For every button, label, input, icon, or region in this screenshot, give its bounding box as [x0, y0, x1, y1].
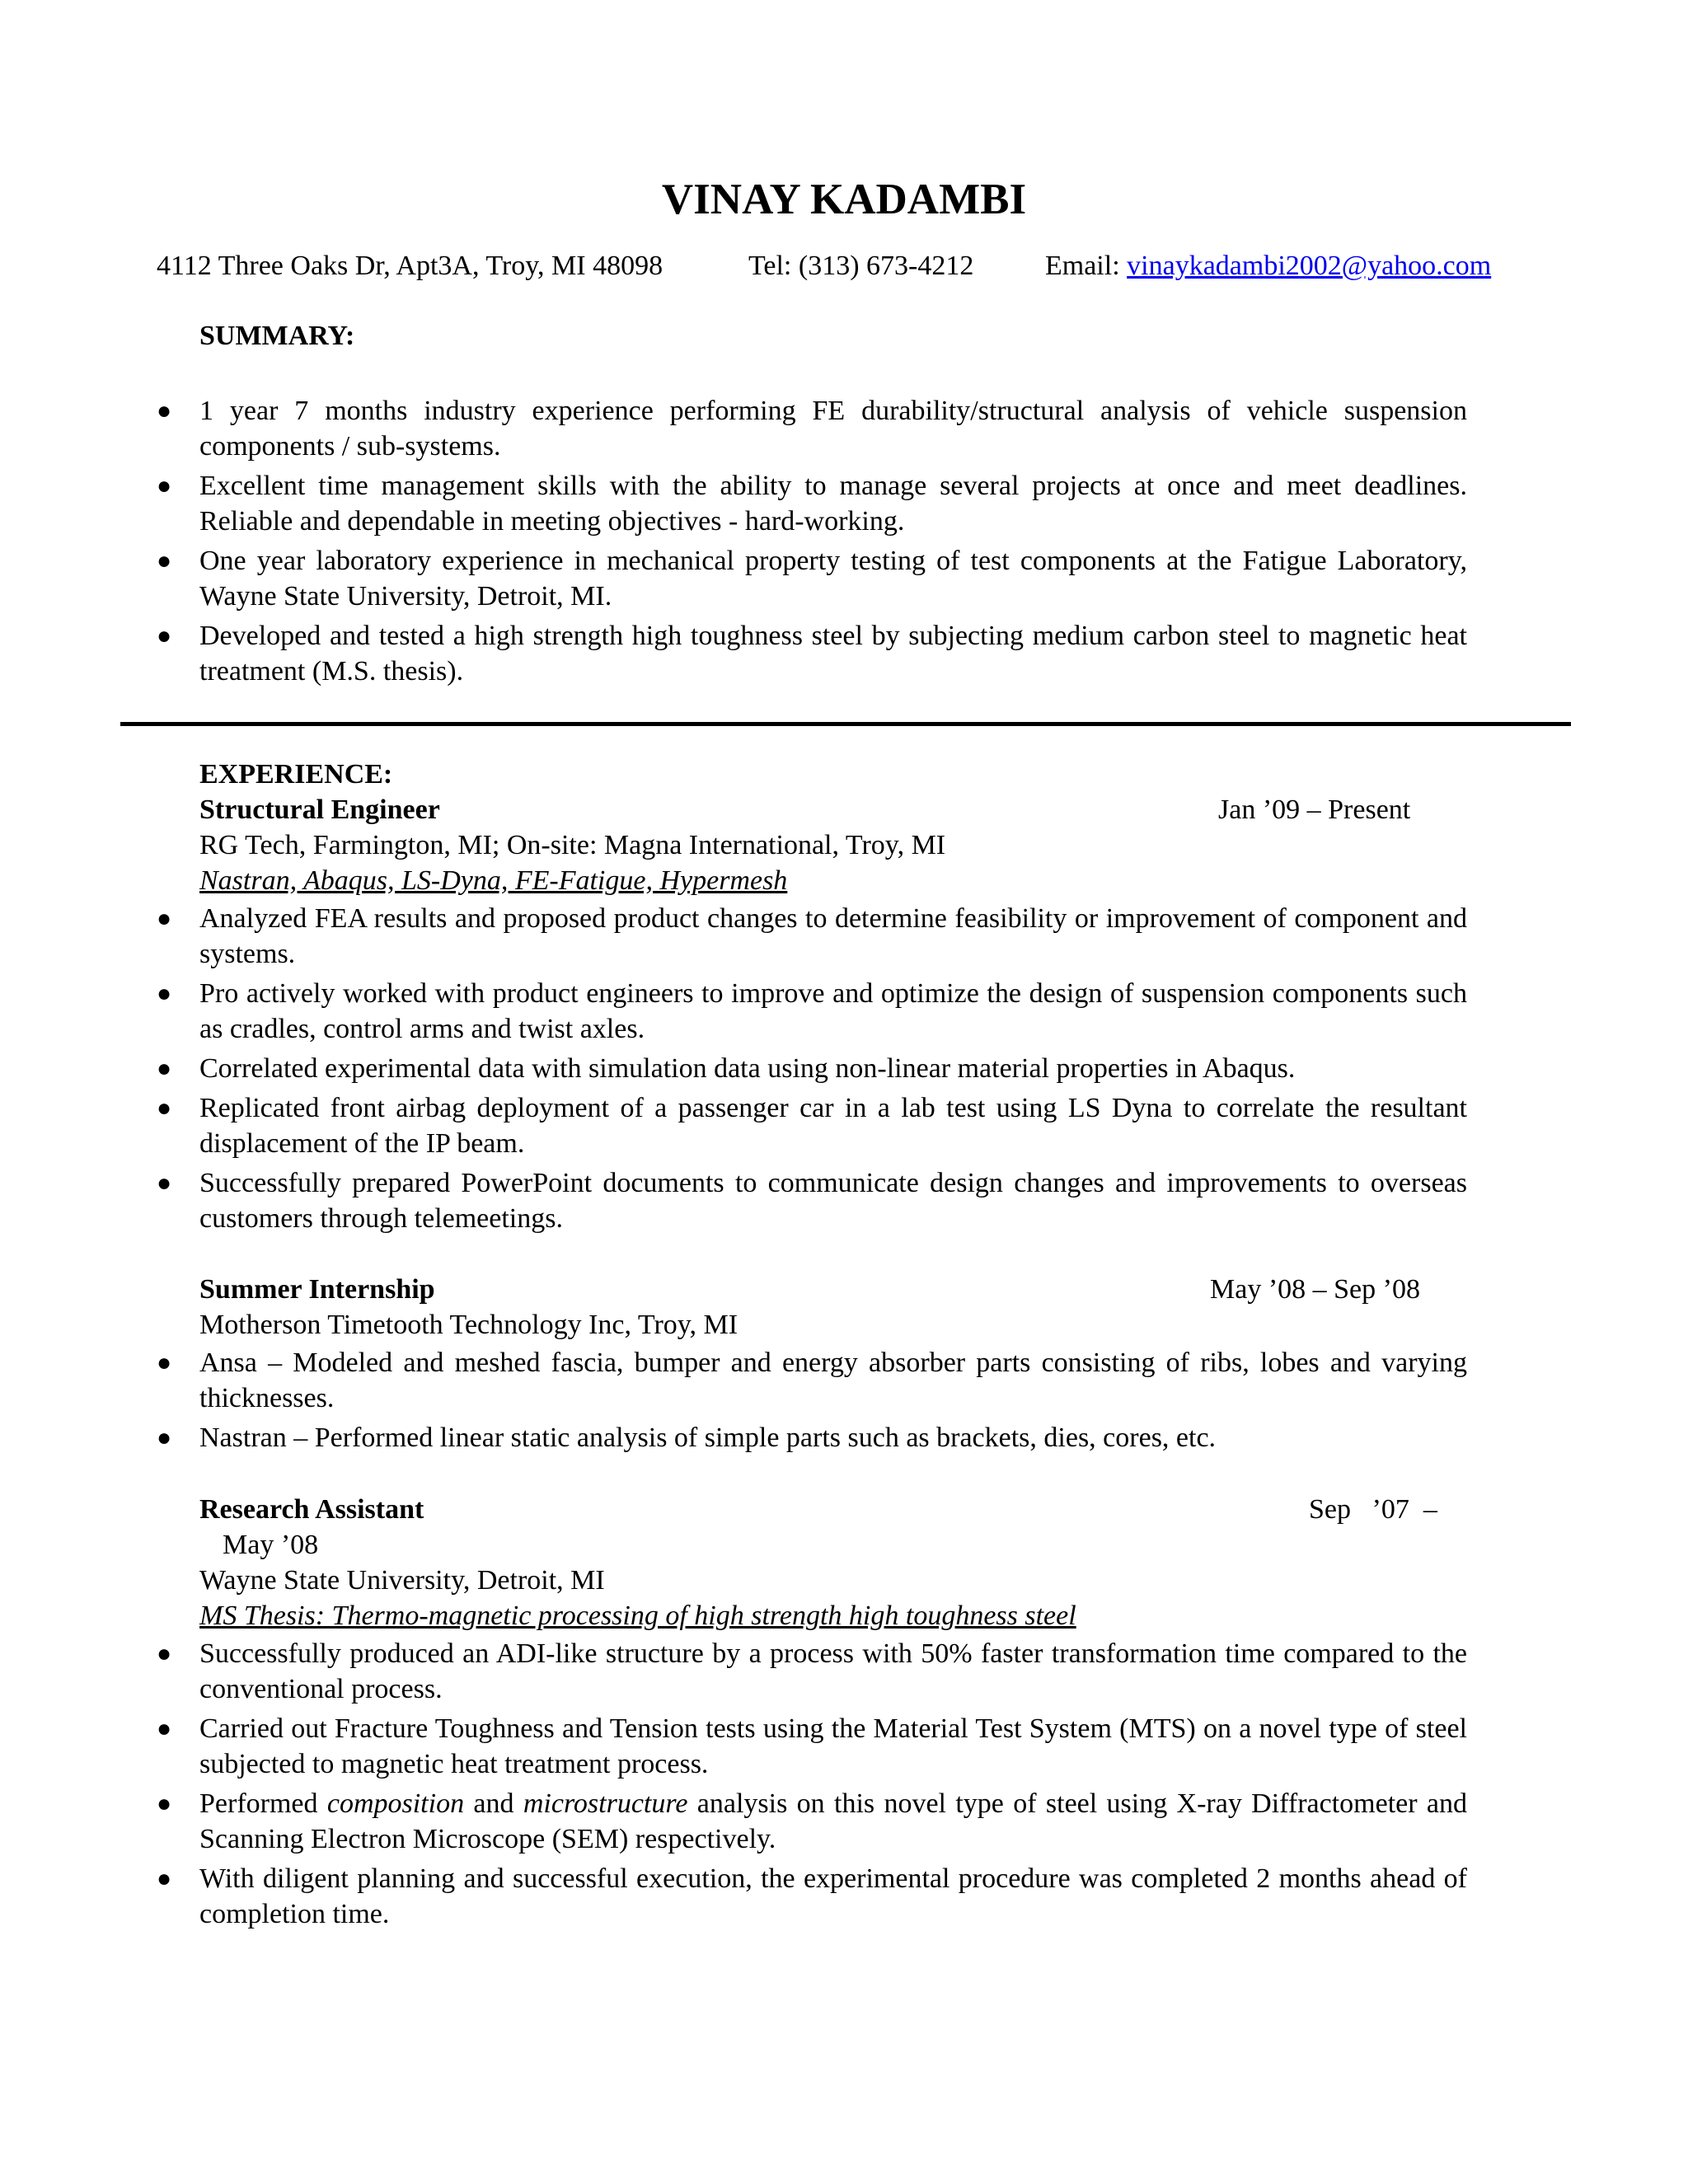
summary-list — [157, 393, 1467, 689]
list-item: ● Successfully prepared PowerPoint documents to communicate design changes and improvements to overseas customers through telemeetings. — [199, 1165, 1467, 1236]
job-bullets — [157, 1636, 1467, 1932]
bullet-icon: ● — [157, 1349, 172, 1376]
list-item: ● Successfully produced an ADI-like structure by a process with 50% faster transformation time compared to the conventional process. — [199, 1636, 1467, 1707]
job-dates: May ’08 – Sep ’08 — [1210, 1274, 1420, 1305]
bullet-icon: ● — [157, 980, 172, 1007]
job-title: Summer Internship — [199, 1274, 435, 1305]
job-title: Structural Engineer — [199, 794, 440, 825]
section-divider — [120, 722, 1571, 726]
job-dates-continued: May ’08 — [223, 1530, 319, 1560]
bullet-icon: ● — [157, 1094, 172, 1122]
address: 4112 Three Oaks Dr, Apt3A, Troy, MI 48098 — [157, 251, 663, 281]
job-bullets — [157, 901, 1467, 1236]
summary-heading: SUMMARY: — [199, 321, 355, 351]
job-dates: Sep ’07 – — [1309, 1494, 1437, 1525]
list-item: ● Nastran – Performed linear static analysis of simple parts such as brackets, dies, cores, etc. — [199, 1420, 1467, 1455]
telephone: Tel: (313) 673-4212 — [748, 251, 974, 281]
bullet-icon: ● — [157, 1055, 172, 1082]
list-item: ● Ansa – Modeled and meshed fascia, bumper and energy absorber parts consisting of ribs, lobes and varying thicknesses. — [199, 1345, 1467, 1416]
list-item: ● Correlated experimental data with simulation data using non-linear material properties in Abaqus. — [199, 1051, 1467, 1086]
job-dates: Jan ’09 – Present — [1218, 794, 1411, 825]
list-item: ● Analyzed FEA results and proposed product changes to determine feasibility or improvement of component and systems. — [199, 901, 1467, 972]
email-label: Email: — [1045, 251, 1128, 281]
bullet-icon: ● — [157, 472, 172, 499]
bullet-icon: ● — [157, 1790, 172, 1817]
bullet-icon: ● — [157, 622, 172, 649]
list-item: ● 1 year 7 months industry experience performing FE durability/structural analysis of vehicle suspension components / sub-systems. — [199, 393, 1467, 464]
bullet-icon: ● — [157, 1424, 172, 1451]
list-item: ● Pro actively worked with product engineers to improve and optimize the design of suspension components such as cradles, control arms and twist axles. — [199, 976, 1467, 1047]
list-item: ● Replicated front airbag deployment of a passenger car in a lab test using LS Dyna to correlate the resultant displacement of the IP beam. — [199, 1090, 1467, 1161]
bullet-icon: ● — [157, 397, 172, 424]
list-item: ● Developed and tested a high strength high toughness steel by subjecting medium carbon steel to magnetic heat treatment (M.S. thesis). — [199, 618, 1467, 689]
job-company: RG Tech, Farmington, MI; On-site: Magna International, Troy, MI — [199, 830, 946, 860]
thesis-title: MS Thesis: Thermo-magnetic processing of high strength high toughness steel — [199, 1601, 1076, 1631]
list-item: ● Excellent time management skills with the ability to manage several projects at once and meet deadlines. Reliable and dependable in meeting objectives - hard-working. — [199, 468, 1467, 539]
bullet-icon: ● — [157, 905, 172, 932]
bullet-icon: ● — [157, 547, 172, 574]
job-company: Wayne State University, Detroit, MI — [199, 1565, 605, 1596]
bullet-icon: ● — [157, 1865, 172, 1892]
list-item: ● Performed composition and microstructure analysis on this novel type of steel using X-ray Diffractometer and Scanning Electron Microscope (SEM) respectively. — [199, 1786, 1467, 1857]
job-tools: Nastran, Abaqus, LS-Dyna, FE-Fatigue, Hypermesh — [199, 865, 788, 896]
bullet-icon: ● — [157, 1640, 172, 1667]
email-link[interactable]: vinaykadambi2002@yahoo.com — [1127, 251, 1492, 281]
experience-heading: EXPERIENCE: — [199, 759, 393, 790]
job-company: Motherson Timetooth Technology Inc, Troy, MI — [199, 1310, 738, 1340]
bullet-icon: ● — [157, 1169, 172, 1197]
job-bullets — [157, 1345, 1467, 1455]
list-item: ● One year laboratory experience in mechanical property testing of test components at the Fatigue Laboratory, Wayne State University, Detroit, MI. — [199, 543, 1467, 614]
email-line — [1045, 248, 1491, 284]
list-item: ● Carried out Fracture Toughness and Tension tests using the Material Test System (MTS) on a novel type of steel subjected to magnetic heat treatment process. — [199, 1711, 1467, 1782]
job-title: Research Assistant — [199, 1494, 424, 1525]
list-item: ● With diligent planning and successful execution, the experimental procedure was completed 2 months ahead of completion time. — [199, 1861, 1467, 1932]
bullet-icon: ● — [157, 1715, 172, 1742]
resume-name: VINAY KADAMBI — [661, 176, 1027, 223]
